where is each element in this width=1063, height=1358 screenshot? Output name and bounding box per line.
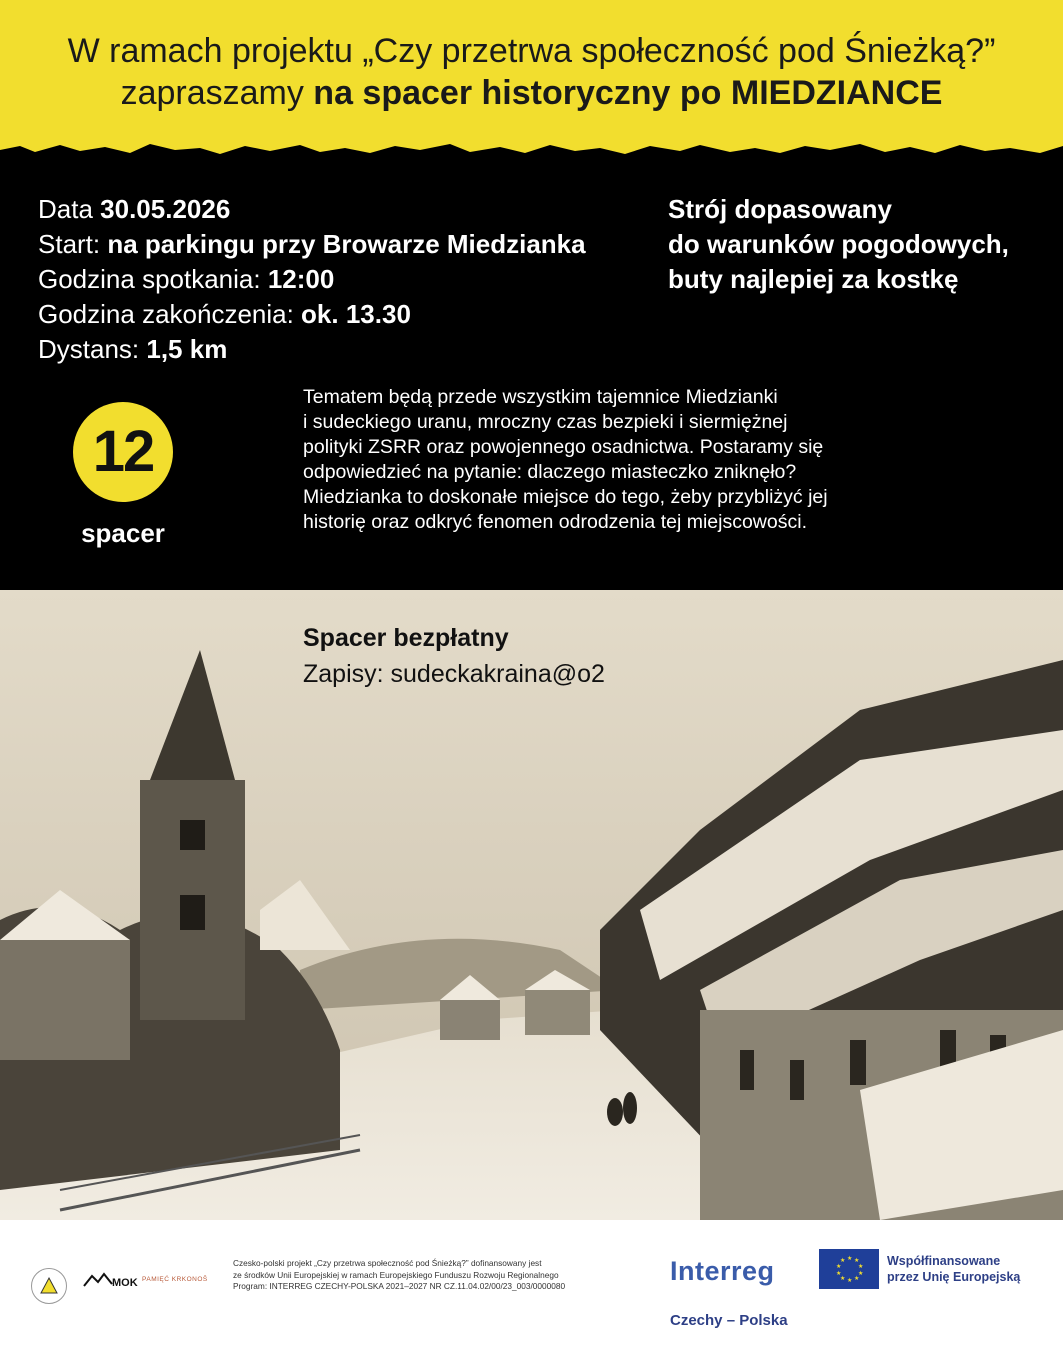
date-label: Data: [38, 194, 101, 224]
interreg-logo: Interreg: [670, 1256, 775, 1286]
start-value: na parkingu przy Browarze Miedzianka: [107, 229, 586, 259]
title-line-2-bold: na spacer historyczny po MIEDZIANCE: [313, 74, 943, 112]
attire-line-2: do warunków pogodowych,: [668, 229, 1009, 259]
svg-text:★: ★: [854, 1257, 860, 1264]
description-line: i sudeckiego uranu, mroczny czas bezpieki i siermiężnej: [303, 411, 788, 433]
distance-row: [38, 332, 586, 367]
registration-contact[interactable]: Zapisy: sudeckakraina@o2: [303, 660, 605, 688]
title-line-2-plain: zapraszamy: [120, 74, 314, 112]
header-banner: [0, 0, 1063, 160]
free-walk-title: Spacer bezpłatny: [303, 624, 509, 652]
meet-row: [38, 262, 586, 297]
registration-block: [303, 620, 605, 692]
event-title: [0, 30, 1063, 114]
eu-cofinancing-text: [887, 1253, 1020, 1285]
funding-note-line: ze środków Unii Europejskiej w ramach Europejskiego Funduszu Rozwoju Regionalnego: [233, 1269, 559, 1280]
svg-text:★: ★: [836, 1263, 842, 1270]
description-line: Tematem będą przede wszystkim tajemnice Miedzianki: [303, 386, 778, 408]
description-line: polityki ZSRR oraz powojennego osadnictwa. Postaramy się: [303, 436, 824, 458]
info-panel: [0, 160, 1063, 590]
eu-line-1: Współfinansowane: [887, 1254, 1001, 1268]
torn-edge: [0, 140, 1063, 162]
title-line-1: W ramach projektu „Czy przetrwa społeczność pod Śnieżką?”: [67, 32, 996, 70]
footer: [0, 1220, 1063, 1358]
svg-text:★: ★: [847, 1277, 853, 1284]
pamiec-krkonos-logo: PAMIĘĆ KRKONOŠ: [142, 1276, 208, 1283]
walk-label: spacer: [81, 518, 165, 548]
date-value: 30.05.2026: [100, 194, 231, 224]
end-row: [38, 297, 586, 332]
svg-text:★: ★: [836, 1270, 842, 1277]
start-row: [38, 227, 586, 262]
end-value: ok. 13.30: [301, 299, 411, 329]
region-label: Czechy – Polska: [670, 1312, 788, 1329]
funding-note-line: Program: INTERREG CZECHY-POLSKA 2021–2027 NR CZ.11.04.02/00/23_003/0000080: [233, 1281, 566, 1291]
svg-text:★: ★: [858, 1263, 864, 1270]
distance-label: Dystans:: [38, 334, 147, 364]
event-details: [38, 192, 586, 367]
description-line: historię oraz odkryć fenomen odrodzenia tej miejscowości.: [303, 511, 807, 533]
eu-flag-icon: [819, 1249, 879, 1289]
meet-value: 12:00: [267, 264, 335, 294]
eu-line-2: przez Unię Europejską: [887, 1270, 1021, 1284]
attire-note: [668, 192, 1009, 297]
walk-number-badge: 12: [73, 402, 173, 502]
funding-note: [233, 1258, 565, 1293]
distance-value: 1,5 km: [146, 334, 228, 364]
svg-text:★: ★: [847, 1255, 853, 1262]
svg-text:★: ★: [840, 1257, 846, 1264]
svg-text:★: ★: [858, 1270, 864, 1277]
svg-text:★: ★: [840, 1275, 846, 1282]
description-line: odpowiedzieć na pytanie: dlaczego miasteczko zniknęło?: [303, 461, 797, 483]
attire-line-3: buty najlepiej za kostkę: [668, 264, 959, 294]
attire-line-1: Strój dopasowany: [668, 194, 892, 224]
end-label: Godzina zakończenia:: [38, 299, 302, 329]
date-row: [38, 192, 586, 227]
description: [303, 385, 923, 535]
start-label: Start:: [38, 229, 108, 259]
funding-note-line: Czesko-polski projekt „Czy przetrwa społeczność pod Śnieżką?” dofinansowany jest: [233, 1258, 542, 1268]
description-line: Miedzianka to doskonałe miejsce do tego, żeby przybliżyć jej: [303, 486, 828, 508]
mok-logo-text: MOK: [112, 1277, 138, 1289]
svg-text:★: ★: [854, 1275, 860, 1282]
mok-logo: [82, 1268, 138, 1304]
meet-label: Godzina spotkania:: [38, 264, 268, 294]
partner-round-logo: [31, 1268, 67, 1304]
